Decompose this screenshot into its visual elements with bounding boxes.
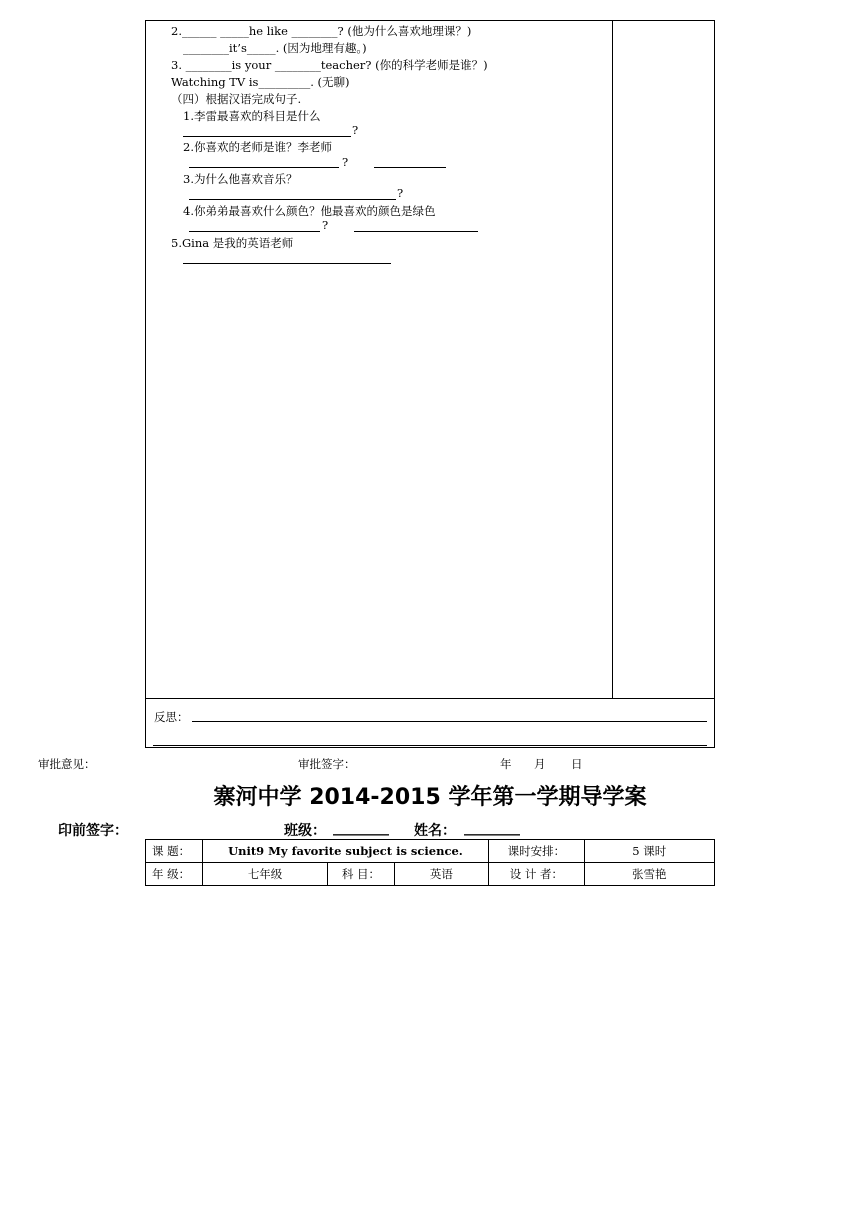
approval-signature-label: 审批签字： <box>298 757 356 771</box>
name-label: 姓名： <box>414 823 456 839</box>
question-3-line-2: Watching TV is_________. (无聊) <box>171 75 350 89</box>
date-month: 月 <box>534 757 546 771</box>
subject-value: 英语 <box>394 863 489 886</box>
sentence-5-prompt: 5.Gina 是我的英语老师 <box>171 236 294 250</box>
sentence-3-prompt: 3.为什么他喜欢音乐？ <box>183 172 298 186</box>
sentence-4-mark: ? <box>322 218 329 232</box>
date-year: 年 <box>500 757 512 771</box>
section-four-heading: （四）根据汉语完成句子. <box>171 92 302 106</box>
sentence-3-answer-line <box>189 199 396 200</box>
sentence-4-answer-line-b <box>354 231 478 232</box>
topic-value: Unit9 My favorite subject is science. <box>202 840 488 863</box>
topic-label: 课 题： <box>146 840 203 863</box>
reflection-line-2 <box>153 745 707 746</box>
page-title: 寨河中学 2014-2015 学年第一学期导学案 <box>213 785 647 810</box>
schedule-value: 5 课时 <box>584 840 715 863</box>
date-day: 日 <box>571 757 583 771</box>
pre-print-signature-label: 印前签字： <box>58 823 128 839</box>
notes-column-divider <box>612 20 613 699</box>
sentence-1-mark: ? <box>352 123 359 137</box>
reflection-divider <box>145 698 715 699</box>
sentence-2-prompt: 2.你喜欢的老师是谁？李老师 <box>183 140 332 154</box>
sentence-5-answer-line <box>183 263 391 264</box>
worksheet-frame <box>145 20 715 748</box>
grade-value: 七年级 <box>202 863 328 886</box>
class-blank: ________ <box>333 820 389 836</box>
name-blank: ________ <box>464 820 520 836</box>
lesson-info-table <box>145 839 715 886</box>
subject-label: 科 目： <box>328 863 394 886</box>
question-3-line-1: 3. ________is your ________teacher? (你的科学老师是谁？) <box>171 58 488 72</box>
question-2-line-1: 2.______ _____he like ________? (他为什么喜欢地理课？) <box>171 24 472 38</box>
sentence-4-answer-line <box>189 231 320 232</box>
sentence-1-prompt: 1.李雷最喜欢的科目是什么 <box>183 109 321 123</box>
sentence-2-answer-line-b <box>374 167 446 168</box>
class-label: 班级： <box>284 823 326 839</box>
sentence-2-answer-line <box>189 167 339 168</box>
designer-label: 设 计 者： <box>489 863 584 886</box>
sentence-2-mark: ? <box>342 155 349 169</box>
sentence-4-prompt: 4.你弟弟最喜欢什么颜色？他最喜欢的颜色是绿色 <box>183 204 436 218</box>
schedule-label: 课时安排： <box>489 840 584 863</box>
lesson-info-row <box>146 840 715 863</box>
designer-value: 张雪艳 <box>584 863 715 886</box>
reflection-line-1 <box>192 721 707 722</box>
grade-label: 年 级： <box>146 863 203 886</box>
question-2-line-2: ________it’s_____. (因为地理有趣。) <box>183 41 367 55</box>
sentence-3-mark: ? <box>397 186 404 200</box>
sentence-1-answer-line <box>183 136 351 137</box>
reflection-label: 反思： <box>154 710 189 724</box>
approval-opinion-label: 审批意见： <box>38 757 96 771</box>
lesson-info-row <box>146 863 715 886</box>
